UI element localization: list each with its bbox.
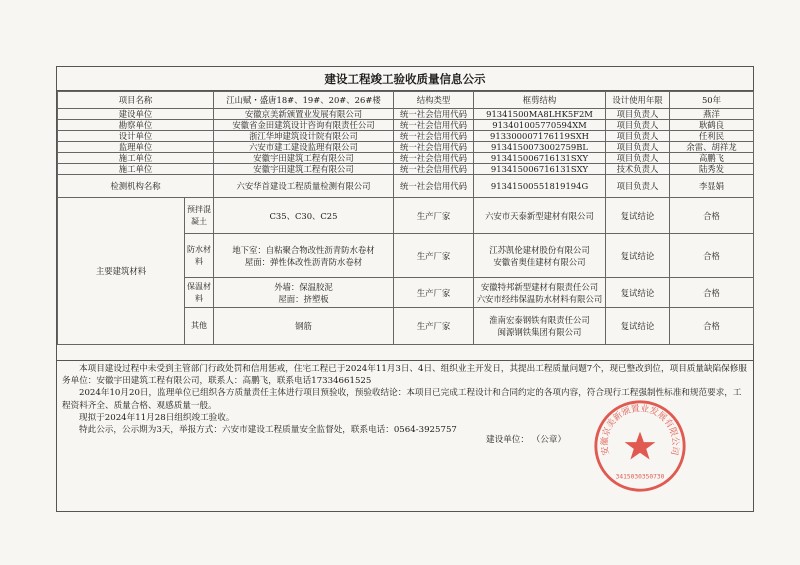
- seal-text: 安徽京美新颁置业发展有限公司: [600, 404, 680, 456]
- table-row: [58, 131, 754, 142]
- maker-line: 安徽省奥佳建材有限公司: [493, 256, 586, 267]
- note-paragraph: 本项目建设过程中未受到主管部门行政处罚和信用惩戒，住宅工程已于2024年11月3日、4日、组织业主开发日，其提出工程质量问题7个，现已整改到位，项目质量缺陷保修服务单位：安徽宇田建筑工程有限公司，联系人：高鹏飞，联系电话17334661525: [62, 364, 747, 387]
- spec-line: 地下室：自粘聚合物改性沥青防水卷材: [232, 244, 375, 255]
- note-paragraph: 现拟于2024年11月28日组织竣工验收。: [79, 412, 235, 423]
- table-row: [58, 164, 754, 175]
- testing-role: 检测机构名称: [58, 175, 214, 198]
- material-name: 保温材料: [185, 278, 214, 308]
- spec-line: 钢筋: [295, 321, 312, 331]
- table-row: [58, 109, 754, 120]
- credit-code: 913415006716131SXY: [474, 164, 606, 175]
- spec-line: 屋面：挤塑板: [278, 293, 329, 304]
- table-row: [58, 153, 754, 164]
- credit-code: 913300007176119SXH: [474, 131, 606, 142]
- project-name-label: 项目名称: [58, 92, 214, 109]
- material-maker: [474, 234, 606, 278]
- unit-role: 监理单位: [58, 142, 214, 153]
- person-label: 项目负责人: [606, 120, 670, 131]
- person-label: 项目负责人: [606, 153, 670, 164]
- table-row: [58, 120, 754, 131]
- structure-label: 结构类型: [394, 92, 474, 109]
- structure-value: 框剪结构: [474, 92, 606, 109]
- result-value: 合格: [670, 198, 754, 234]
- material-name: 其他: [185, 308, 214, 345]
- result-label: 复试结论: [606, 198, 670, 234]
- code-label: 统一社会信用代码: [394, 164, 474, 175]
- code-label: 统一社会信用代码: [394, 120, 474, 131]
- unit-name: 安徽宇田建筑工程有限公司: [214, 164, 394, 175]
- unit-role: 勘察单位: [58, 120, 214, 131]
- table-row: [58, 142, 754, 153]
- material-spec: [214, 198, 394, 234]
- design-life-value: 50年: [670, 92, 754, 109]
- page-title: 建设工程竣工验收质量信息公示: [57, 67, 753, 91]
- seal-code: 3415030350730: [615, 473, 665, 481]
- info-table: [57, 91, 754, 345]
- person-name: 李显娟: [670, 175, 754, 198]
- project-name: 江山赋・盛唐18#、19#、20#、26#楼: [214, 92, 394, 109]
- code-label: 统一社会信用代码: [394, 153, 474, 164]
- unit-name: 浙江华坤建筑设计院有限公司: [214, 131, 394, 142]
- unit-role: 施工单位: [58, 153, 214, 164]
- person-label: 技术负责人: [606, 164, 670, 175]
- table-row: [58, 198, 754, 234]
- result-label: 复试结论: [606, 308, 670, 345]
- code-label: 统一社会信用代码: [394, 131, 474, 142]
- spec-line: 外墙：保温胶泥: [274, 281, 333, 292]
- credit-code: 91341500551819194G: [474, 175, 606, 198]
- unit-role: 施工单位: [58, 164, 214, 175]
- material-name: 防水材料: [185, 234, 214, 278]
- result-value: 合格: [670, 308, 754, 345]
- spec-line: C35、C30、C25: [269, 210, 338, 221]
- unit-name: 安徽宇田建筑工程有限公司: [214, 153, 394, 164]
- credit-code: 913415006716131SXY: [474, 153, 606, 164]
- person-label: 项目负责人: [606, 131, 670, 142]
- result-value: 合格: [670, 278, 754, 308]
- official-seal-icon: [592, 398, 688, 494]
- maker-line: 淮南宏泰钢铁有限责任公司: [489, 315, 590, 325]
- unit-role: 设计单位: [58, 131, 214, 142]
- material-maker: [474, 198, 606, 234]
- material-name: 预拌混凝土: [185, 198, 214, 234]
- person-name: 余雷、胡祥龙: [670, 142, 754, 153]
- maker-label: 生产厂家: [394, 198, 474, 234]
- material-spec: [214, 234, 394, 278]
- testing-name: 六安华首建设工程质量检测有限公司: [214, 175, 394, 198]
- note-paragraph: 2024年10月20日，监理单位已组织各方质量责任主体进行项目预验收，预验收结论：本项目已完成工程设计和合同约定的各项内容，符合现行工程强制性标准和规范要求，工程资料齐全、质量合格、观感质量一般。: [62, 388, 742, 411]
- signature-line: 建设单位： （公章）: [486, 435, 567, 445]
- result-label: 复试结论: [606, 278, 670, 308]
- unit-name: 安徽省金田建筑设计咨询有限责任公司: [214, 120, 394, 131]
- person-name: 陆秀发: [670, 164, 754, 175]
- person-name: 任利民: [670, 131, 754, 142]
- person-name: 燕洋: [670, 109, 754, 120]
- maker-label: 生产厂家: [394, 278, 474, 308]
- maker-label: 生产厂家: [394, 308, 474, 345]
- material-maker: [474, 278, 606, 308]
- maker-label: 生产厂家: [394, 234, 474, 278]
- code-label: 统一社会信用代码: [394, 109, 474, 120]
- code-label: 统一社会信用代码: [394, 175, 474, 198]
- person-label: 项目负责人: [606, 109, 670, 120]
- credit-code: 9134150073002759BL: [474, 142, 606, 153]
- table-row: [58, 92, 754, 109]
- seal-star: [625, 432, 656, 460]
- materials-label: 主要建筑材料: [58, 198, 185, 345]
- result-label: 复试结论: [606, 234, 670, 278]
- note-paragraph: 特此公示，公示期为3天，举报方式：六安市建设工程质量安全监督处，联系电话：0564-3925757: [79, 425, 457, 436]
- result-value: 合格: [670, 234, 754, 278]
- person-label: 项目负责人: [606, 175, 670, 198]
- unit-name: 安徽京美新颁置业发展有限公司: [214, 109, 394, 120]
- unit-role: 建设单位: [58, 109, 214, 120]
- maker-line: 江苏凯伦建材股份有限公司: [489, 244, 590, 255]
- person-name: 耿鹤良: [670, 120, 754, 131]
- maker-line: 六安市经纬保温防水材料有限公司: [476, 293, 603, 304]
- unit-name: 六安市建工建设监理有限公司: [214, 142, 394, 153]
- credit-code: 91341500MA8LHK5F2M: [474, 109, 606, 120]
- person-name: 高鹏飞: [670, 153, 754, 164]
- maker-line: 安徽特邦新型建材有限责任公司: [480, 281, 599, 292]
- material-spec: [214, 278, 394, 308]
- spec-line: 屋面：弹性体改性沥青防水卷材: [244, 256, 363, 267]
- material-spec: [214, 308, 394, 345]
- table-row: [58, 175, 754, 198]
- maker-line: 六安市天泰新型建材有限公司: [485, 210, 594, 221]
- design-life-label: 设计使用年限: [606, 92, 670, 109]
- credit-code: 913401005770594XM: [474, 120, 606, 131]
- material-maker: [474, 308, 606, 345]
- person-label: 项目负责人: [606, 142, 670, 153]
- code-label: 统一社会信用代码: [394, 142, 474, 153]
- maker-line: 闽源钢铁集团有限公司: [497, 327, 582, 337]
